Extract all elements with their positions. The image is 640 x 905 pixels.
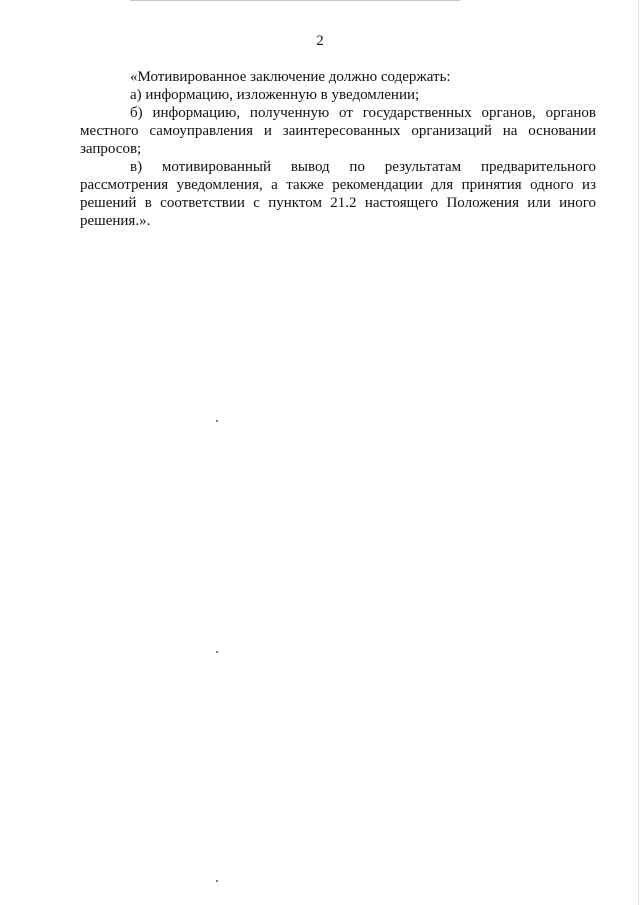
paragraph-item-b: б) информацию, полученную от государственных органов, органов местного самоуправления и заинтересованных организаций на основании запросов; <box>80 105 596 157</box>
paragraph-item-a: а) информацию, изложенную в уведомлении; <box>130 87 420 103</box>
paragraph-intro: «Мотивированное заключение должно содержать: <box>130 69 451 85</box>
page-number: 2 <box>316 33 324 49</box>
paragraph-item-v: в) мотивированный вывод по результатам предварительного рассмотрения уведомления, а также рекомендации для принятия одного из решений в соответствии с пунктом 21.2 настоящего Положения или иного решения.». <box>80 159 596 229</box>
scan-speck <box>216 880 218 882</box>
scan-speck <box>216 651 218 653</box>
document-body <box>80 68 596 230</box>
scan-speck <box>216 420 218 422</box>
scan-edge-line <box>130 0 460 1</box>
scan-edge-line <box>638 0 639 905</box>
